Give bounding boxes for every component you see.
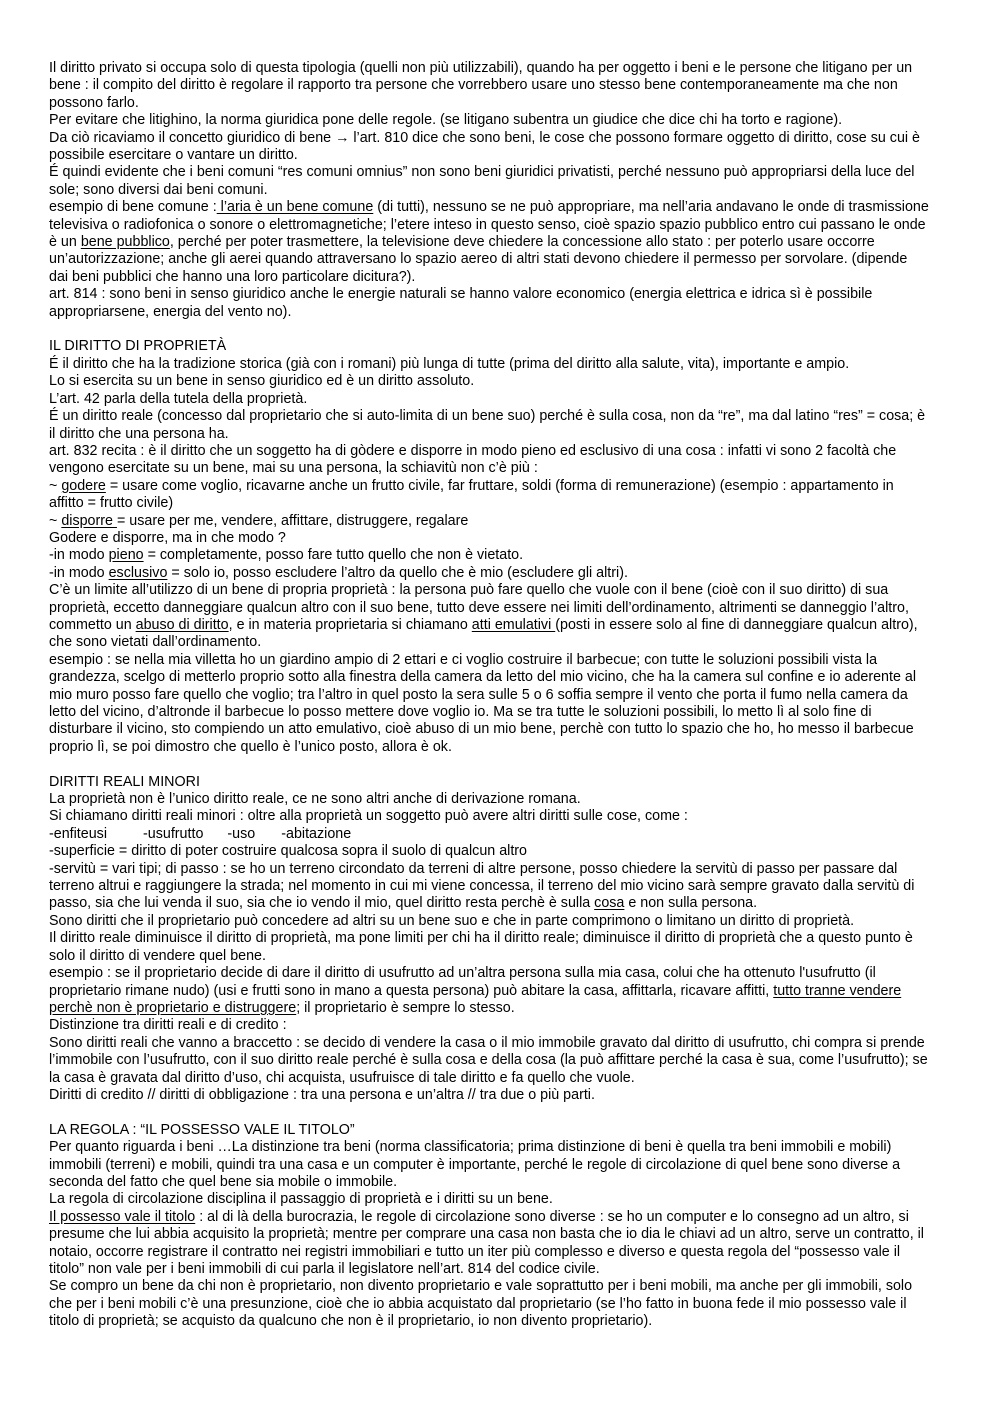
paragraph: Il diritto privato si occupa solo di questa tipologia (quelli non più utilizzabili), quando ha per oggetto i beni e le persone che litigano per un bene : il compito del diritto è regolare il rapporto tra persone che vorrebbero usare uno stesso bene contemporaneamente ma che non possono farlo. <box>49 60 913 111</box>
section-heading: IL DIRITTO DI PROPRIETÀ <box>49 338 227 355</box>
list-item: -usufrutto <box>143 825 204 842</box>
paragraph: Per evitare che litighino, la norma giuridica pone delle regole. (se litigano subentra un giudice che dice chi ha torto e ragione). <box>49 112 843 129</box>
paragraph <box>49 965 929 1017</box>
paragraph <box>49 582 929 652</box>
list-item: -enfiteusi <box>49 825 108 842</box>
paragraph: La proprietà non è l’unico diritto reale, ce ne sono altri anche di derivazione romana. <box>49 791 581 808</box>
text-run: esempio : se il proprietario decide di dare il diritto di usufrutto ad un’altra persona sulla mia casa, colui che ha ottenuto l'usufrutto (il proprietario rimane nudo) (usi e frutti sono in mano a questa persona) può abitare la casa, affittarla, ricavare affitti, <box>49 965 876 999</box>
text-run: ~ <box>49 477 62 494</box>
text-run: C’è un limite all’utilizzo di un bene di propria proprietà : la persona può fare quello che vuole con il bene (cioè con il suo diritto) di sua proprietà, eccetto danneggiare qualcun altro con il suo bene, tutto deve essere nei limiti dell’ordinamento, altrimenti se danneggio l’altro, commetto un <box>49 582 909 633</box>
underlined-text: atti emulativi <box>471 616 556 633</box>
paragraph: É quindi evidente che i beni comuni “res comuni omnius” non sono beni giuridici privatisti, perché nessuno può appropriarsi della luce del sole; sono diversi dai beni comuni. <box>49 164 915 198</box>
underlined-text: godere <box>61 477 106 494</box>
section-heading: DIRITTI REALI MINORI <box>49 773 200 790</box>
paragraph: La regola di circolazione disciplina il passaggio di proprietà e i diritti su un bene. <box>49 1191 553 1208</box>
paragraph: Da ciò ricaviamo il concetto giuridico di bene → l’art. 810 dice che sono beni, le cose che possono formare oggetto di diritto, cose su cui è possibile esercitare o vantare un diritto. <box>49 129 920 164</box>
paragraph: É un diritto reale (concesso dal proprietario che si auto-limita di un bene suo) perché è sulla cosa, non da “re”, ma dal latino “res” = cosa; è il diritto che una persona ha. <box>49 408 926 442</box>
underlined-text: bene pubblico <box>80 234 170 251</box>
text-run: ; il proprietario è sempre lo stesso. <box>296 999 515 1016</box>
paragraph: Il diritto reale diminuisce il diritto di proprietà, ma pone limiti per chi ha il diritto reale; diminuisce il diritto di proprietà che a questo punto è solo il diritto di vendere quel bene. <box>49 930 913 964</box>
document-body <box>49 60 929 1331</box>
paragraph: Distinzione tra diritti reali e di credito : <box>49 1017 287 1034</box>
text-run: , perché per poter trasmettere, la televisione deve chiedere la concessione allo stato : per poterlo usare occorre un’autorizzazione; anche gli aerei quando attraversano lo spazio aereo di altri stati devono chiedere il permesso per sorvolare. (dipende dai beni pubblici che hanno una loro particolare dicitura?). <box>49 234 908 285</box>
underlined-text: disporre <box>61 512 117 529</box>
paragraph <box>49 826 929 843</box>
spacer <box>49 1104 929 1121</box>
paragraph: L’art. 42 parla della tutela della proprietà. <box>49 390 308 407</box>
paragraph: Si chiamano diritti reali minori : oltre alla proprietà un soggetto può avere altri diritti sulle cose, come : <box>49 808 688 825</box>
paragraph: Se compro un bene da chi non è proprietario, non divento proprietario e vale soprattutto per i beni mobili, ma anche per gli immobili, solo che per i beni mobili c’è una presunzione, cioè che io abbia acquistato dal proprietario (se l’ho fatto in buona fede il mio possesso vale il titolo di proprietà; se acquisto da qualcuno che non è il proprietario, io non divento proprietario). <box>49 1278 913 1330</box>
text-run: e non sulla persona. <box>624 895 758 912</box>
paragraph: -superficie = diritto di poter costruire qualcosa sopra il suolo di qualcun altro <box>49 843 528 860</box>
paragraph: Per quanto riguarda i beni …La distinzione tra beni (norma classificatoria; prima distinzione di beni è quella tra beni immobili e mobili) immobili (terreni) e mobili, quindi tra una casa e un computer è importante, perché le regole di circolazione di quel bene sono diverse a seconda del fatto che quel bene sia mobile o immobile. <box>49 1139 901 1190</box>
text-run: = solo io, posso escludere l’altro da quello che è mio (escludere gli altri). <box>167 564 628 581</box>
underlined-text: pieno <box>108 547 144 564</box>
text-run: -in modo <box>49 547 109 564</box>
paragraph <box>49 199 929 286</box>
text-run: ~ <box>49 512 62 529</box>
paragraph <box>49 513 929 530</box>
paragraph: Sono diritti che il proprietario può concedere ad altri su un bene suo e che in parte comprimono o limitano un diritto di proprietà. <box>49 912 855 929</box>
paragraph <box>49 478 929 513</box>
list-item: -abitazione <box>281 825 352 842</box>
underlined-text: Il possesso vale il titolo <box>49 1208 196 1225</box>
section-heading: LA REGOLA : “IL POSSESSO VALE IL TITOLO” <box>49 1121 355 1138</box>
spacer <box>49 321 929 338</box>
text-run: -servitù = vari tipi; di passo : se ho un terreno circondato da terreni di altre persone, posso chiedere la servitù di passo per passare dal terreno altrui e raggiungere la strada; nel momento in cui mi viene concessa, il terreno del mio vicino sarà sempre gravato dalla servitù di passo, sia che lui venda il suo, sia che io vendo il mio, quel diritto resta perchè è sulla <box>49 860 915 912</box>
text-run: (posti in essere solo al fine di danneggiare qualcun altro), che sono vietati dall’ordinamento. <box>49 616 918 651</box>
spacer <box>49 756 929 773</box>
paragraph: Godere e disporre, ma in che modo ? <box>49 529 286 546</box>
paragraph: Sono diritti reali che vanno a braccetto : se decido di vendere la casa o il mio immobile gravato dal diritto di usufrutto, chi compra si prende l’immobile con l’usufrutto, con il suo diritto reale perché è sulla cosa e della cosa (la può affittare perché la casa è sua, come l’usufrutto); se la casa è gravata dal diritto d’uso, chi acquista, usufruisce di tale diritto e fa quello che vuole. <box>49 1034 928 1086</box>
paragraph <box>49 547 929 564</box>
underlined-text: cosa <box>594 895 625 912</box>
paragraph <box>49 861 929 913</box>
text-run: = usare come voglio, ricavarne anche un frutto civile, far fruttare, soldi (forma di remunerazione) (esempio : appartamento in affitto = frutto civile) <box>49 477 894 512</box>
text-run: , e in materia proprietaria si chiamano <box>228 616 472 633</box>
text-run: -in modo <box>49 564 109 581</box>
paragraph <box>49 1209 929 1279</box>
text-run: (di tutti), nessuno se ne può appropriare, ma nell’aria andavano le onde di trasmissione televisiva o radiofonica o sonore o elettromagnetiche; l’etere inteso in questo senso, cioè spazio spazio pubblico entro cui passano le onde è un <box>49 199 929 251</box>
underlined-text: l’aria è un bene comune <box>216 199 374 216</box>
underlined-text: abuso di diritto <box>135 616 229 633</box>
underlined-text: tutto tranne vendere perchè non è proprietario e distruggere <box>49 982 902 1016</box>
paragraph: É il diritto che ha la tradizione storica (già con i romani) più lunga di tutte (prima del diritto alla salute, vita), importante e ampio. <box>49 355 850 372</box>
underlined-text: esclusivo <box>108 564 168 581</box>
paragraph: art. 814 : sono beni in senso giuridico anche le energie naturali se hanno valore economico (energia elettrica e idrica sì è possibile appropriarsene, energia del vento no). <box>49 286 873 320</box>
paragraph: art. 832 recita : è il diritto che un soggetto ha di gòdere e disporre in modo pieno ed esclusivo di una cosa : infatti vi sono 2 facoltà che vengono esercitate su un bene, mai su una persona, la schiavitù non c’è più : <box>49 442 897 477</box>
list-item: -uso <box>227 825 256 842</box>
paragraph: Lo si esercita su un bene in senso giuridico ed è un diritto assoluto. <box>49 373 475 390</box>
text-run: = completamente, posso fare tutto quello che non è vietato. <box>143 547 524 564</box>
text-run: = usare per me, vendere, affittare, distruggere, regalare <box>116 512 469 529</box>
text-run: esempio di bene comune : <box>49 199 217 216</box>
text-run: : al di là della burocrazia, le regole di circolazione sono diverse : se ho un computer e lo consegno ad un altro, si presume che lui abbia acquisito la proprietà; mentre per comprare una casa non basta che io dia le chiavi ad un altro, serve un contratto, il notaio, occorre registrare il contratto nei registri immobiliari e tutto un iter più complesso e diverso e questa regola del “possesso vale il titolo” non vale per i beni immobili di cui parla il legislatore nell’art. 814 del codice civile. <box>49 1208 924 1277</box>
paragraph: esempio : se nella mia villetta ho un giardino ampio di 2 ettari e ci voglio costruire il barbecue; con tutte le soluzioni possibili vista la grandezza, scelgo di metterlo proprio sotto alla finestra della camera da letto del mio vicino, che ha la camera sul confine e io aderente al mio muro posso fare quello che voglio; tra l’altro in quel posto la sera sulle 5 o 6 soffia sempre il vento che porta il fumo nella camera da letto del vicino, d’altronde il barbecue lo posso mettere dove voglio io. Ma se tra tutte le soluzioni possibili, lo metto lì al solo fine di disturbare il vicino, sto compiendo un atto emulativo, cioè abuso di un mio bene, perchè con tutto lo spazio che ho, ho messo il barbecue proprio lì, se poi dimostro che quello è l’unico posto, allora è ok. <box>49 651 917 755</box>
paragraph <box>49 565 929 582</box>
paragraph: Diritti di credito // diritti di obbligazione : tra una persona e un’altra // tra due o più parti. <box>49 1086 595 1103</box>
